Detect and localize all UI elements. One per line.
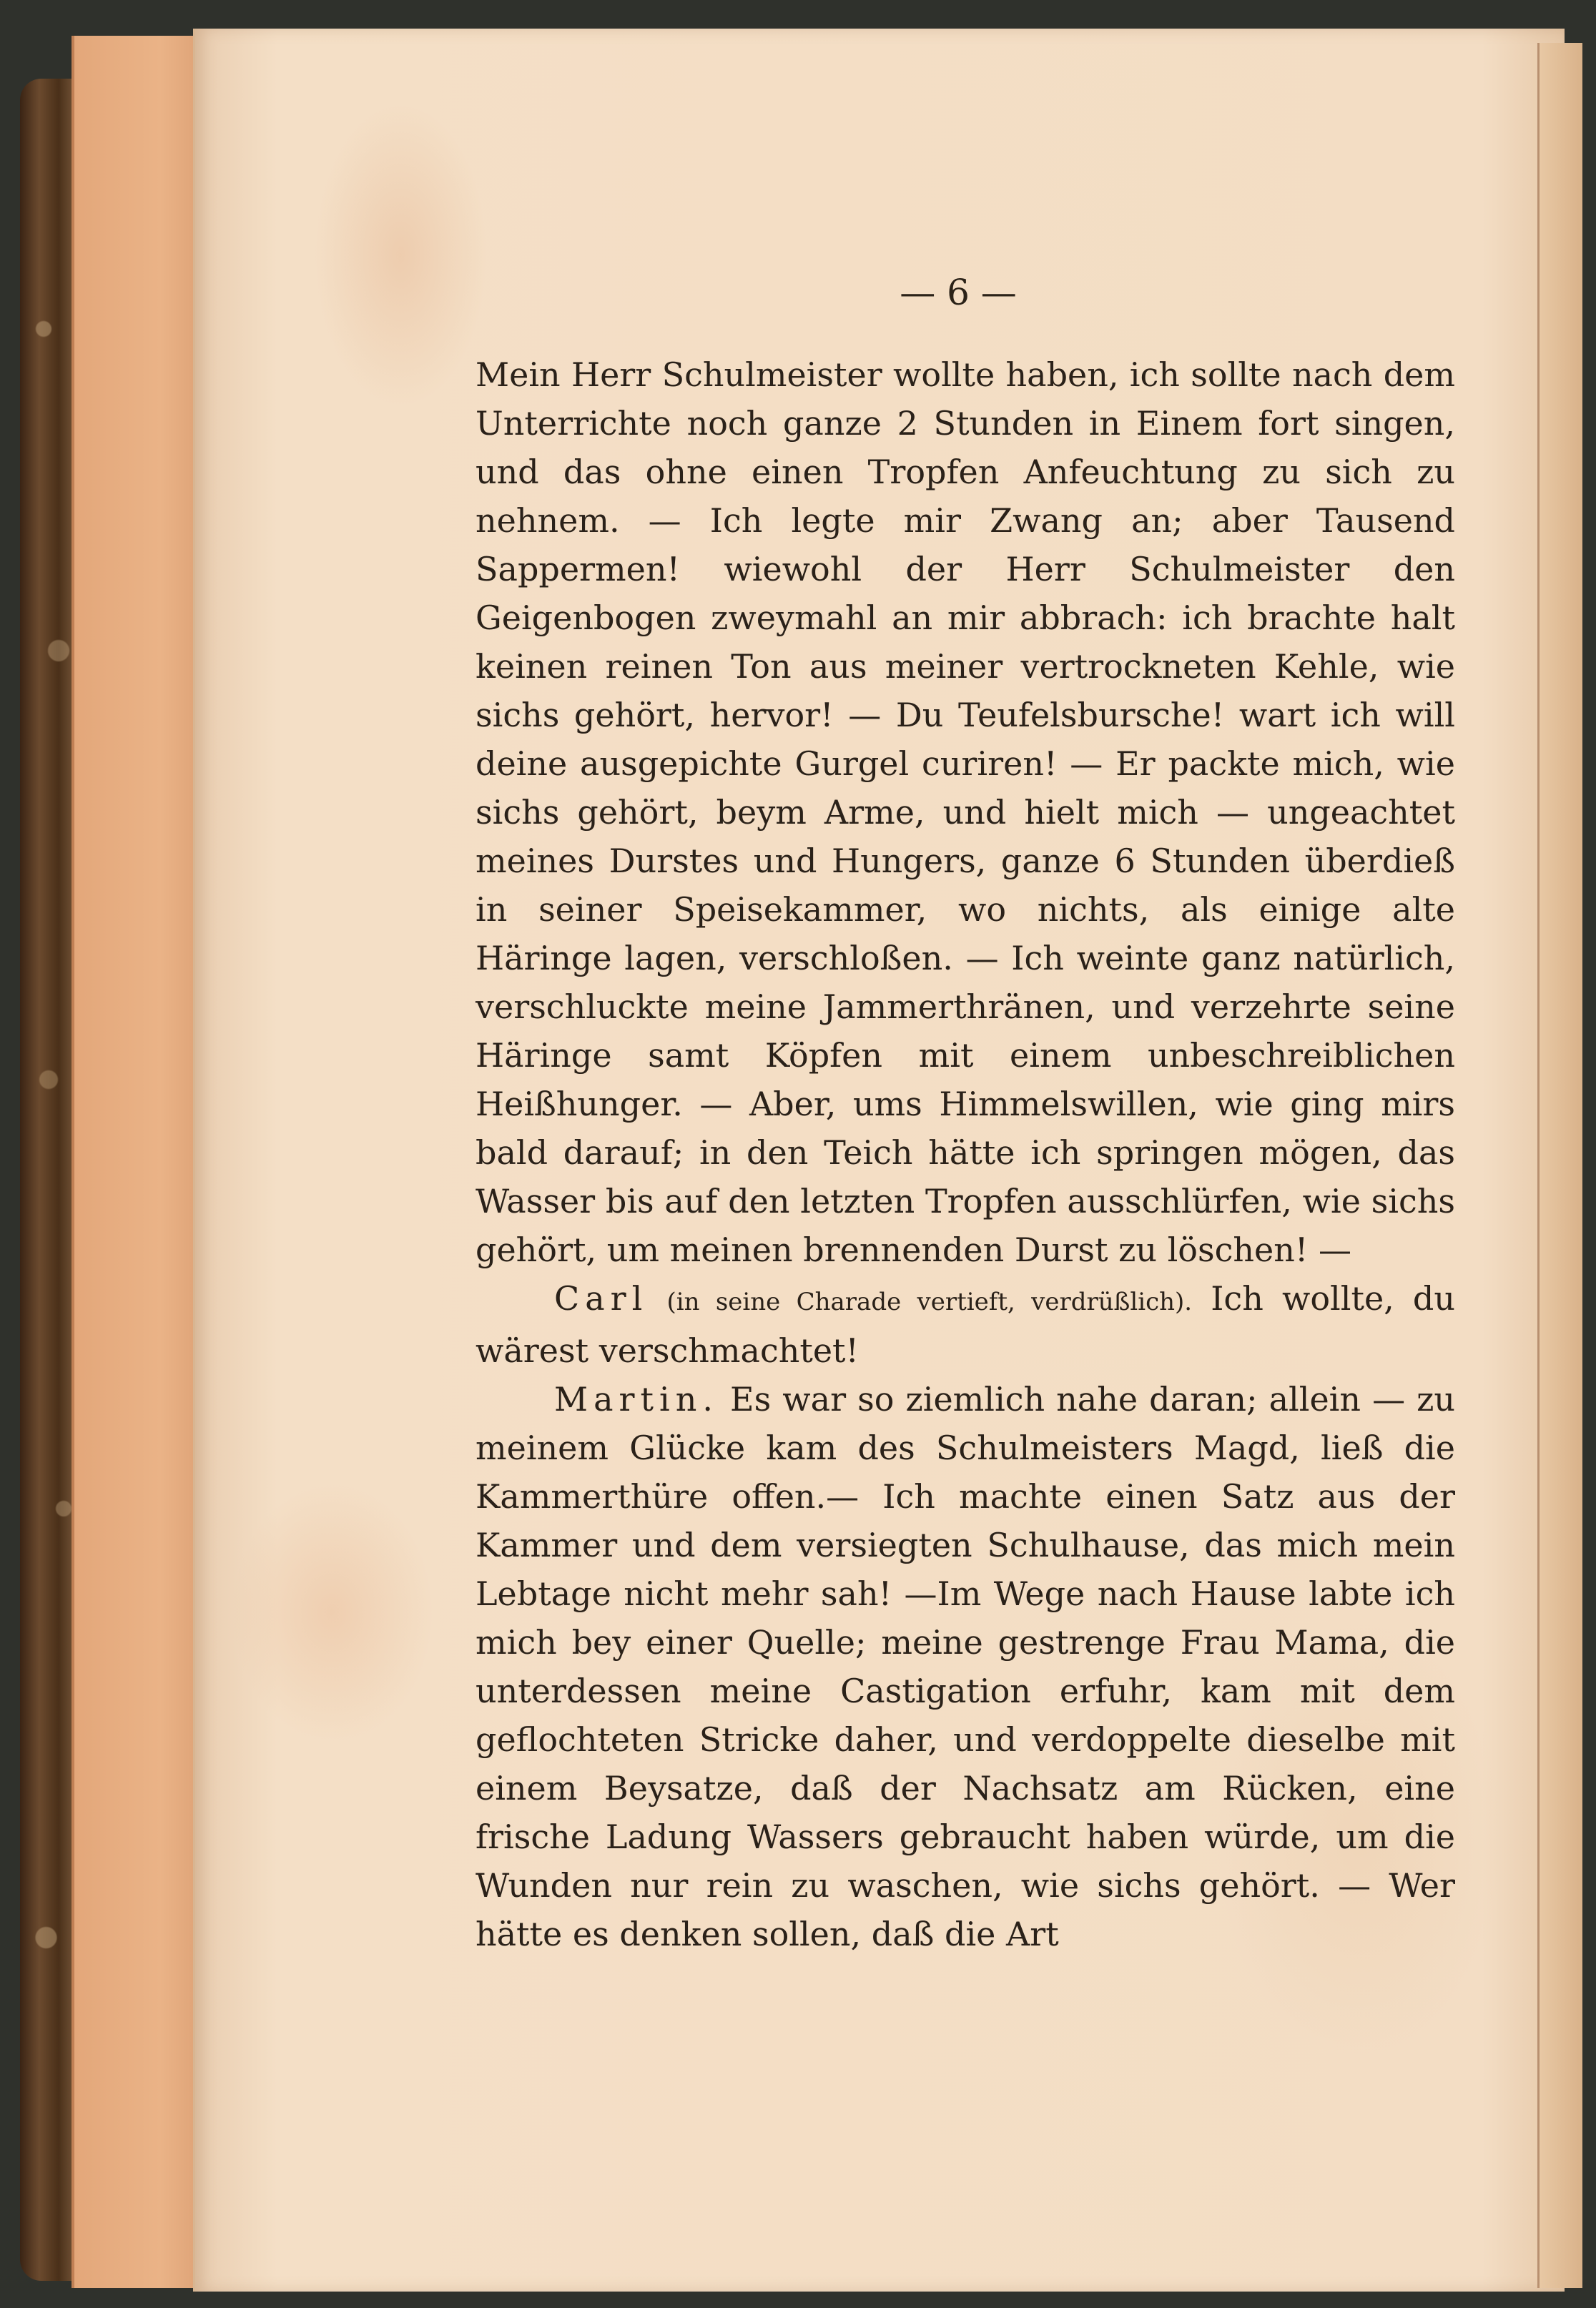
- dialogue-text: Ich wollte, du wärest verschmachtet!: [476, 1279, 1455, 1370]
- page-number: — 6 —: [900, 272, 1017, 313]
- stage-direction: (in seine Charade vertieft, verdrüßlich).: [666, 1288, 1193, 1316]
- dialogue-text: Es war so ziemlich nahe daran; allein — zu meinem Glücke kam des Schulmeisters Magd, ließ die Kammerthüre offen.— Ich machte einen Satz aus der Kammer und dem versiegten Schulhause, das mich mein Lebtage nicht mehr sah! —Im Wege nach Hause labte ich mich bey einer Quelle; meine gestrenge Frau Mama, die unterdessen meine Castigation erfuhr, kam mit dem geflochteten Stricke daher, und verdoppelte dieselbe mit einem Beysatze, daß der Nachsatz am Rücken, eine frische Ladung Wassers gebraucht haben würde, um die Wunden nur rein zu waschen, wie sichs gehört. — Wer hätte es denken sollen, daß die Art: [476, 1380, 1456, 1953]
- paragraph-2: [476, 1274, 1455, 1375]
- speaker-name: Martin.: [554, 1380, 719, 1419]
- paragraph-1: Mein Herr Schulmeister wollte haben, ich sollte nach dem Unterrichte noch ganze 2 Stunden in Einem fort singen, und das ohne einen Tropfen Anfeuchtung zu sich zu nehnem. — Ich legte mir Zwang an; aber Tausend Sappermen! wiewohl der Herr Schulmeister den Geigenbogen zweymahl an mir abbrach: ich brachte halt keinen reinen Ton aus meiner vertrockneten Kehle, wie sichs gehört, hervor! — Du Teufelsbursche! wart ich will deine ausgepichte Gurgel curiren! — Er packte mich, wie sichs gehört, beym Arme, und hielt mich — ungeachtet meines Durstes und Hungers, ganze 6 Stunden überdieß in seiner Speisekammer, wo nichts, als einige alte Häringe lagen, verschloßen. — Ich weinte ganz natürlich, verschluckte meine Jammerthränen, und verzehrte seine Häringe samt Köpfen mit einem unbeschreiblichen Heißhunger. — Aber, ums Himmelswillen, wie ging mirs bald darauf; in den Teich hätte ich springen mögen, das Wasser bis auf den letzten Tropfen ausschlürfen, wie sichs gehört, um meinen brennenden Durst zu löschen! —: [476, 355, 1455, 1269]
- page-text: [476, 350, 1455, 1958]
- paragraph-3: [476, 1375, 1455, 1958]
- speaker-name: Carl: [554, 1279, 649, 1318]
- page-right-edge: [1537, 43, 1582, 2288]
